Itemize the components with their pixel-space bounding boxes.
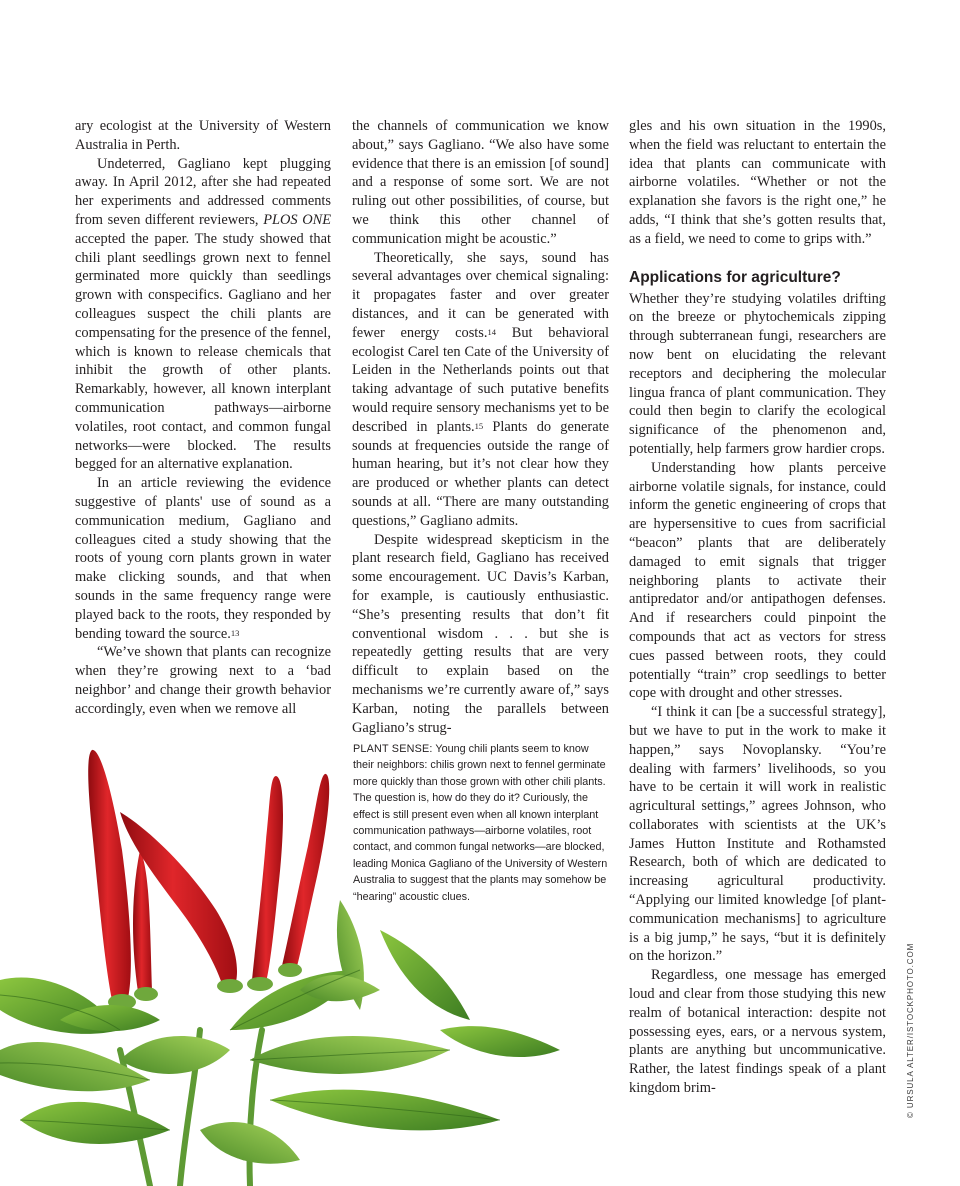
- paragraph: Whether they’re studying volatiles drifting on the breeze or phytochemicals zipping through subterranean fungi, researchers are now bent on elucidating the relevant receptors and deciphering the molecular lingua franca of plant communication. They could then begin to clarify the ecological significance of the phenomenon and, potentially, help farmers grow hardier crops.: [629, 290, 886, 457]
- article-column-1: [75, 117, 331, 719]
- paragraph: Despite widespread skepticism in the plant research field, Gagliano has received some encouragement. UC Davis’s Karban, for example, is cautiously enthusiastic. “She’s presenting results that don’t fit conventional wisdom . . . but she is repeatedly getting results that are very difficult to explain based on the mechanisms we’re currently aware of,” says Karban, noting the parallels between Gagliano’s strug-: [352, 531, 609, 736]
- photo-credit: © URSULA ALTER/ISTOCKPHOTO.COM: [906, 942, 915, 1118]
- paragraph: Regardless, one message has emerged loud and clear from those studying this new realm of botanical interaction: despite not possessing eyes, ears, or a nervous system, plants are anything but uncommunicative. Rather, the latest findings speak of a plant kingdom brim-: [629, 967, 886, 1097]
- paragraph: the channels of communication we know about,” says Gagliano. “We also have some evidence that there is an emission [of sound] and a response of some sort. We are not ruling out other possibilities, of course, but we think this other channel of communication might be acoustic.”: [352, 118, 609, 247]
- chili-peppers: [88, 750, 329, 1000]
- reference-superscript: 14: [487, 326, 496, 337]
- reference-superscript: 15: [474, 420, 484, 431]
- paragraph: ary ecologist at the University of Western Australia in Perth.: [75, 118, 331, 153]
- chili-plant-image: [0, 730, 600, 1186]
- plant-leaves: [0, 900, 560, 1164]
- journal-name: PLOS ONE: [263, 211, 332, 228]
- paragraph: “I think it can [be a successful strategy], but we have to put in the work to make it happen,” says Novoplansky. “You’re dealing with farmers’ livelihoods, so you have to be certain it will work in realistic agricultural settings,” agrees Johnson, who collaborates with scientists at the UK’s James Hutton Institute and Rothamsted Research, both of which are dedicated to increasing agricultural productivity. “Applying our limited knowledge [of plant-communication mechanisms] to agriculture is a big jump,” he says, “but it is definitely on the horizon.”: [629, 704, 886, 965]
- reference-superscript: 13: [230, 627, 240, 638]
- paragraph: gles and his own situation in the 1990s, when the field was reluctant to entertain the idea that plants can communicate with airborne volatiles. “Whether or not the explanation she favors is the right one,” he adds, “I think that she’s gotten results that, as a field, we need to come to grips with.”: [629, 118, 886, 247]
- paragraph: Theoretically, she says, sound has several advantages over chemical signaling: it propagates faster and over greater distances, and it can be generated with fewer energy costs.$^{14}$ But behavioral ecologist Carel ten Cate of the University of Leiden in the Netherlands points out that taking advantage of such putative benefits would require sensory mechanisms yet to be described in plants.$^{15}$ Plants do generate sounds at frequencies outside the range of human hearing, but it’s not clear how they are produced or whether plants can detect sounds at all. “There are many outstanding questions,” Gagliano admits.: [352, 249, 609, 529]
- caption-text: Young chili plants seem to know their neighbors: chilis grown next to fennel germinate more quickly than those grown with other chili plants. The question is, how do they do it? Curiously, the effect is still present even when all known interplant communication pathways—airborne volatiles, root contact, and common fungal networks—are blocked, leading Monica Gagliano of the University of Western Australia to suggest that the plants may somehow be “hearing” acoustic clues.: [353, 743, 608, 903]
- caption-lead: PLANT SENSE:: [353, 743, 433, 755]
- article-column-3: [629, 117, 886, 1098]
- section-heading: Applications for agriculture?: [629, 268, 841, 286]
- article-column-2: [352, 117, 609, 737]
- paragraph: “We’ve shown that plants can recognize when they’re growing next to a ‘bad neighbor’ and change their growth behavior accordingly, even when we remove all: [75, 644, 331, 717]
- paragraph: Undeterred, Gagliano kept plugging away. In April 2012, after she had repeated her experiments and addressed comments from seven different reviewers, PLOS ONE accepted the paper. The study showed that chili plant seedlings grown next to fennel germinated more quickly than seedlings grown with conspecifics. Gagliano and her colleagues suspect the chili plants are compensating for the presence of the fennel, which is known to release chemicals that inhibit the growth of other plants. Remarkably, however, all known interplant communication pathways—airborne volatiles, root contact, and common fungal networks—were blocked. The results begged for an alternative explanation.: [75, 155, 332, 473]
- paragraph: Understanding how plants perceive airborne volatile signals, for instance, could inform the genetic engineering of crops that are hypersensitive to cues from sacrificial “beacon” plants that are deliberately damaged to emit signals that trigger neighboring plants to activate their antipredator and/or antipathogen defenses. And if researchers could pinpoint the compounds that act as vectors for stress cues passed between roots, they could potentially “train” crop seedlings to better cope with drought and other stresses.: [629, 459, 886, 702]
- paragraph: In an article reviewing the evidence suggestive of plants' use of sound as a communication medium, Gagliano and colleagues cited a study showing that the roots of young corn plants grown in water make clicking sounds, and that when sounds in the same frequency range were played back to the roots, they responded by bending toward the source.$^{13}$: [75, 475, 331, 642]
